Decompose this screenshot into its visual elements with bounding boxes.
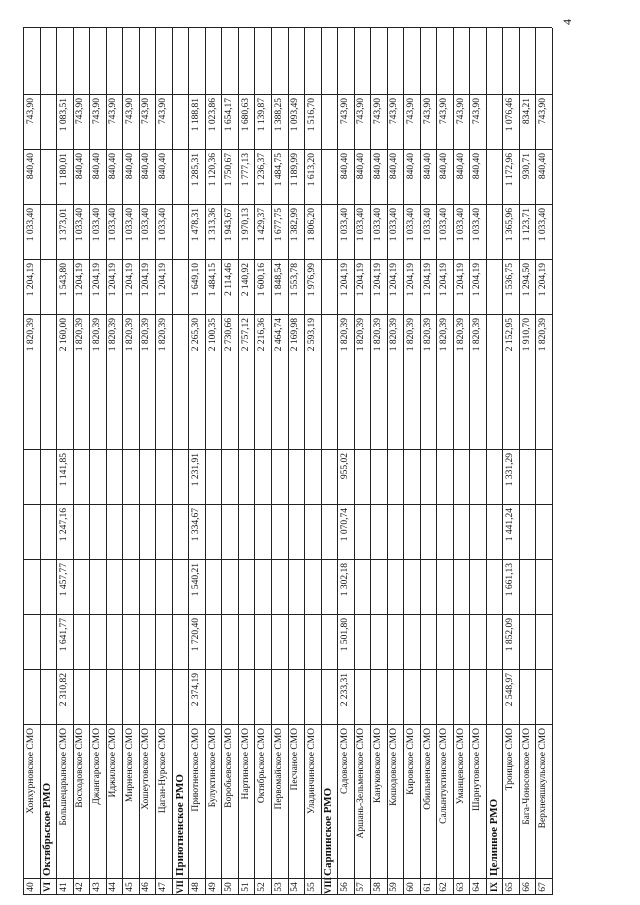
value-cell: 1 083,51 xyxy=(58,98,69,132)
settlement-name: Цаган-Нурское СМО xyxy=(158,728,169,814)
value-cell: 1 302,18 xyxy=(339,563,350,597)
row-number: 51 xyxy=(240,882,251,892)
value-cell: 1 139,87 xyxy=(257,98,268,132)
row-number: VIII xyxy=(323,876,334,894)
value-cell: 1 294,50 xyxy=(521,263,532,297)
settlement-name: Троицкое СМО xyxy=(505,728,516,791)
value-cell: 1 236,37 xyxy=(257,153,268,187)
value-cell: 1 613,20 xyxy=(306,153,317,187)
value-cell: 2 548,97 xyxy=(505,673,516,707)
value-cell: 743,90 xyxy=(141,98,152,125)
value-cell: 2 114,46 xyxy=(224,263,235,296)
row-number: 47 xyxy=(158,882,169,892)
row-number: 40 xyxy=(25,882,36,892)
value-cell: 1 536,75 xyxy=(505,263,516,297)
value-cell: 1 070,74 xyxy=(339,508,350,542)
value-cell: 1 543,80 xyxy=(58,263,69,297)
value-cell: 743,90 xyxy=(405,98,416,125)
value-cell: 1 204,19 xyxy=(75,263,86,297)
settlement-name: Садовское СМО xyxy=(339,728,350,795)
value-cell: 1 820,39 xyxy=(124,318,135,352)
settlement-name: Первомайское СМО xyxy=(273,728,284,810)
value-cell: 743,90 xyxy=(158,98,169,125)
value-cell: 2 152,95 xyxy=(505,318,516,352)
row-number: 57 xyxy=(356,882,367,892)
value-cell: 1 204,19 xyxy=(124,263,135,297)
value-cell: 1 457,77 xyxy=(58,563,69,597)
value-cell: 1 033,40 xyxy=(356,208,367,242)
row-number: 62 xyxy=(439,882,450,892)
value-cell: 1 120,36 xyxy=(207,153,218,187)
value-cell: 743,90 xyxy=(339,98,350,125)
value-cell: 1 388,25 xyxy=(273,98,284,132)
value-cell: 1 677,75 xyxy=(273,208,284,242)
row-number: 48 xyxy=(191,882,202,892)
value-cell: 1 204,19 xyxy=(439,263,450,297)
value-cell: 1 180,01 xyxy=(58,153,69,187)
row-number: 41 xyxy=(58,882,69,892)
value-cell: 2 730,66 xyxy=(224,318,235,352)
value-cell: 1 189,99 xyxy=(290,153,301,187)
settlement-name: Приютненское СМО xyxy=(191,728,202,812)
value-cell: 840,40 xyxy=(91,153,102,180)
value-cell: 1 441,24 xyxy=(505,508,516,542)
value-cell: 1 076,46 xyxy=(505,98,516,132)
value-cell: 1 429,37 xyxy=(257,208,268,242)
row-rule xyxy=(172,28,173,895)
district-name: Приютненское РМО xyxy=(173,774,186,876)
value-cell: 840,40 xyxy=(158,153,169,180)
value-cell: 1 970,13 xyxy=(240,208,251,242)
row-number: 52 xyxy=(257,882,268,892)
column-rule xyxy=(23,894,552,895)
value-cell: 1 910,70 xyxy=(521,318,532,352)
value-cell: 2 757,12 xyxy=(240,318,251,352)
row-number: 54 xyxy=(290,882,301,892)
value-cell: 1 204,19 xyxy=(158,263,169,297)
value-cell: 743,90 xyxy=(124,98,135,125)
value-cell: 1 478,31 xyxy=(191,208,202,242)
value-cell: 840,40 xyxy=(389,153,400,180)
settlement-name: Верхнеяшкульское СМО xyxy=(538,728,549,829)
row-number: 42 xyxy=(75,882,86,892)
value-cell: 2 464,74 xyxy=(273,318,284,352)
column-rule xyxy=(23,504,552,505)
settlement-name: Аршань-Зельменское СМО xyxy=(356,728,367,839)
value-cell: 743,90 xyxy=(75,98,86,125)
value-cell: 1 331,29 xyxy=(505,453,516,487)
column-rule xyxy=(23,878,552,879)
district-name: Сарпинское РМО xyxy=(322,787,335,876)
value-cell: 1 501,80 xyxy=(339,618,350,652)
value-cell: 1 820,39 xyxy=(538,318,549,352)
value-cell: 1 820,39 xyxy=(25,318,36,352)
row-number: 67 xyxy=(538,882,549,892)
value-cell: 840,40 xyxy=(472,153,483,180)
settlement-name: Нартинское СМО xyxy=(240,728,251,800)
value-cell: 1 204,19 xyxy=(372,263,383,297)
value-cell: 1 141,85 xyxy=(58,453,69,487)
value-cell: 1 806,20 xyxy=(306,208,317,242)
value-cell: 2 160,00 xyxy=(58,318,69,352)
row-number: 50 xyxy=(224,882,235,892)
row-rule xyxy=(40,28,41,895)
value-cell: 1 553,78 xyxy=(290,263,301,297)
value-cell: 1 285,31 xyxy=(191,153,202,187)
value-cell: 840,40 xyxy=(141,153,152,180)
value-cell: 2 374,19 xyxy=(191,673,202,707)
value-cell: 1 365,96 xyxy=(505,208,516,242)
value-cell: 1 976,99 xyxy=(306,263,317,297)
value-cell: 1 033,40 xyxy=(91,208,102,242)
value-cell: 840,40 xyxy=(439,153,450,180)
value-cell: 930,71 xyxy=(521,153,532,180)
value-cell: 743,90 xyxy=(108,98,119,125)
value-cell: 1 313,36 xyxy=(207,208,218,242)
row-number: 63 xyxy=(455,882,466,892)
value-cell: 1 033,40 xyxy=(389,208,400,242)
settlement-name: Большецарынское СМО xyxy=(58,728,69,826)
value-cell: 1 516,70 xyxy=(306,98,317,132)
row-number: 49 xyxy=(207,882,218,892)
value-cell: 840,40 xyxy=(372,153,383,180)
value-cell: 1 033,40 xyxy=(158,208,169,242)
row-number: 59 xyxy=(389,882,400,892)
tariff-table xyxy=(23,28,552,895)
value-cell: 1 188,81 xyxy=(191,98,202,132)
value-cell: 1 247,16 xyxy=(58,508,69,542)
value-cell: 1 033,40 xyxy=(439,208,450,242)
value-cell: 2 216,36 xyxy=(257,318,268,352)
value-cell: 1 204,19 xyxy=(356,263,367,297)
row-number: 65 xyxy=(505,882,516,892)
value-cell: 1 204,19 xyxy=(25,263,36,297)
value-cell: 2 140,92 xyxy=(240,263,251,297)
row-number: 45 xyxy=(124,882,135,892)
value-cell: 1 204,19 xyxy=(141,263,152,297)
value-cell: 1 820,39 xyxy=(75,318,86,352)
value-cell: 2 593,19 xyxy=(306,318,317,352)
value-cell: 2 169,98 xyxy=(290,318,301,352)
column-rule xyxy=(23,149,552,150)
value-cell: 1 820,39 xyxy=(91,318,102,352)
value-cell: 1 654,17 xyxy=(224,98,235,132)
value-cell: 1 334,67 xyxy=(191,508,202,542)
row-number: 58 xyxy=(372,882,383,892)
value-cell: 2 265,30 xyxy=(191,318,202,352)
row-number: IX xyxy=(488,882,499,893)
value-cell: 1 820,39 xyxy=(339,318,350,352)
settlement-name: Салынтуктинское СМО xyxy=(439,728,450,824)
value-cell: 1 661,13 xyxy=(505,563,516,597)
value-cell: 1 852,09 xyxy=(505,618,516,652)
settlement-name: Джангарское СМО xyxy=(91,728,102,805)
settlement-name: Воробьевское СМО xyxy=(224,728,235,808)
settlement-name: Уманцевское СМО xyxy=(455,728,466,805)
value-cell: 1 820,39 xyxy=(108,318,119,352)
settlement-name: Песчаное СМО xyxy=(290,728,301,791)
value-cell: 1 204,19 xyxy=(455,263,466,297)
value-cell: 840,40 xyxy=(108,153,119,180)
row-number: 64 xyxy=(472,882,483,892)
value-cell: 2 100,35 xyxy=(207,318,218,352)
value-cell: 743,90 xyxy=(455,98,466,125)
value-cell: 743,90 xyxy=(538,98,549,125)
value-cell: 840,40 xyxy=(75,153,86,180)
value-cell: 1 484,15 xyxy=(207,263,218,297)
value-cell: 1 033,40 xyxy=(124,208,135,242)
value-cell: 1 382,99 xyxy=(290,208,301,242)
value-cell: 1 033,40 xyxy=(538,208,549,242)
row-number: VI xyxy=(42,882,53,893)
value-cell: 743,90 xyxy=(356,98,367,125)
value-cell: 1 033,40 xyxy=(108,208,119,242)
value-cell: 1 720,40 xyxy=(191,618,202,652)
row-rule xyxy=(552,28,553,895)
value-cell: 1 204,19 xyxy=(339,263,350,297)
value-cell: 834,21 xyxy=(521,98,532,125)
value-cell: 1 848,54 xyxy=(273,263,284,297)
row-number: 53 xyxy=(273,882,284,892)
value-cell: 1 820,39 xyxy=(472,318,483,352)
value-cell: 1 033,40 xyxy=(25,208,36,242)
value-cell: 1 033,40 xyxy=(141,208,152,242)
settlement-name: Хошеутовское СМО xyxy=(141,728,152,810)
column-rule xyxy=(23,559,552,560)
value-cell: 743,90 xyxy=(372,98,383,125)
value-cell: 1 033,40 xyxy=(472,208,483,242)
value-cell: 1 600,16 xyxy=(257,263,268,297)
page-number: 4 xyxy=(560,19,574,25)
row-number: VII xyxy=(174,880,185,894)
value-cell: 1 820,39 xyxy=(158,318,169,352)
value-cell: 743,90 xyxy=(472,98,483,125)
row-number: 66 xyxy=(521,882,532,892)
value-cell: 1 373,01 xyxy=(58,208,69,242)
value-cell: 840,40 xyxy=(538,153,549,180)
value-cell: 1 204,19 xyxy=(389,263,400,297)
settlement-name: Кануковское СМО xyxy=(372,728,383,804)
district-name: Октябрьское РМО xyxy=(41,782,54,876)
column-rule xyxy=(23,27,552,28)
row-number: 44 xyxy=(108,882,119,892)
value-cell: 1 204,19 xyxy=(108,263,119,297)
settlement-name: Уладинчинское СМО xyxy=(306,728,317,815)
value-cell: 1 033,40 xyxy=(372,208,383,242)
row-rule xyxy=(486,28,487,895)
value-cell: 743,90 xyxy=(422,98,433,125)
settlement-name: Кошодовское СМО xyxy=(389,728,400,806)
settlement-name: Шарнутовское СМО xyxy=(472,728,483,812)
value-cell: 840,40 xyxy=(25,153,36,180)
value-cell: 1 093,49 xyxy=(290,98,301,132)
district-name: Целинное РМО xyxy=(487,798,500,876)
value-cell: 743,90 xyxy=(91,98,102,125)
value-cell: 1 033,40 xyxy=(339,208,350,242)
column-rule xyxy=(23,259,552,260)
row-number: 56 xyxy=(339,882,350,892)
row-number: 46 xyxy=(141,882,152,892)
value-cell: 1 943,67 xyxy=(224,208,235,242)
settlement-name: Кировское СМО xyxy=(405,728,416,795)
row-number: 43 xyxy=(91,882,102,892)
value-cell: 743,90 xyxy=(439,98,450,125)
settlement-name: Обильненское СМО xyxy=(422,728,433,810)
value-cell: 840,40 xyxy=(405,153,416,180)
value-cell: 1 204,19 xyxy=(422,263,433,297)
value-cell: 1 777,13 xyxy=(240,153,251,187)
settlement-name: Хонхурновское СМО xyxy=(25,728,36,814)
value-cell: 1 820,39 xyxy=(372,318,383,352)
row-number: 61 xyxy=(422,882,433,892)
value-cell: 1 641,77 xyxy=(58,618,69,652)
value-cell: 1 204,19 xyxy=(405,263,416,297)
value-cell: 1 123,71 xyxy=(521,208,532,242)
value-cell: 1 750,67 xyxy=(224,153,235,187)
value-cell: 1 033,40 xyxy=(405,208,416,242)
value-cell: 1 204,19 xyxy=(538,263,549,297)
value-cell: 1 820,39 xyxy=(141,318,152,352)
value-cell: 1 820,39 xyxy=(439,318,450,352)
column-rule xyxy=(23,614,552,615)
settlement-name: Октябрьское СМО xyxy=(257,728,268,804)
value-cell: 1 484,75 xyxy=(273,153,284,187)
value-cell: 1 820,39 xyxy=(422,318,433,352)
value-cell: 840,40 xyxy=(339,153,350,180)
row-number: 60 xyxy=(405,882,416,892)
column-rule xyxy=(23,204,552,205)
settlement-name: Бага-Чоносовское СМО xyxy=(521,728,532,825)
row-number: 55 xyxy=(306,882,317,892)
value-cell: 1 820,39 xyxy=(455,318,466,352)
value-cell: 1 204,19 xyxy=(472,263,483,297)
value-cell: 1 820,39 xyxy=(405,318,416,352)
column-rule xyxy=(23,94,552,95)
value-cell: 1 680,63 xyxy=(240,98,251,132)
settlement-name: Мирненское СМО xyxy=(124,728,135,803)
settlement-name: Иджилское СМО xyxy=(108,728,119,798)
row-rule xyxy=(321,28,322,895)
value-cell: 1 540,21 xyxy=(191,563,202,597)
value-cell: 2 310,82 xyxy=(58,673,69,707)
value-cell: 1 204,19 xyxy=(91,263,102,297)
value-cell: 743,90 xyxy=(25,98,36,125)
column-rule xyxy=(23,724,552,725)
value-cell: 1 033,40 xyxy=(422,208,433,242)
value-cell: 1 172,96 xyxy=(505,153,516,187)
value-cell: 955,02 xyxy=(339,453,350,480)
value-cell: 1 820,39 xyxy=(389,318,400,352)
value-cell: 840,40 xyxy=(422,153,433,180)
value-cell: 1 231,91 xyxy=(191,453,202,487)
value-cell: 840,40 xyxy=(356,153,367,180)
value-cell: 840,40 xyxy=(455,153,466,180)
column-rule xyxy=(23,314,552,315)
value-cell: 2 233,31 xyxy=(339,673,350,707)
settlement-name: Восходовское СМО xyxy=(75,728,86,808)
value-cell: 1 033,40 xyxy=(75,208,86,242)
column-rule xyxy=(23,669,552,670)
value-cell: 1 033,40 xyxy=(455,208,466,242)
settlement-name: Булуктинское СМО xyxy=(207,728,218,808)
value-cell: 743,90 xyxy=(389,98,400,125)
value-cell: 1 820,39 xyxy=(356,318,367,352)
value-cell: 1 023,86 xyxy=(207,98,218,132)
value-cell: 1 649,10 xyxy=(191,263,202,297)
column-rule xyxy=(23,449,552,450)
value-cell: 840,40 xyxy=(124,153,135,180)
